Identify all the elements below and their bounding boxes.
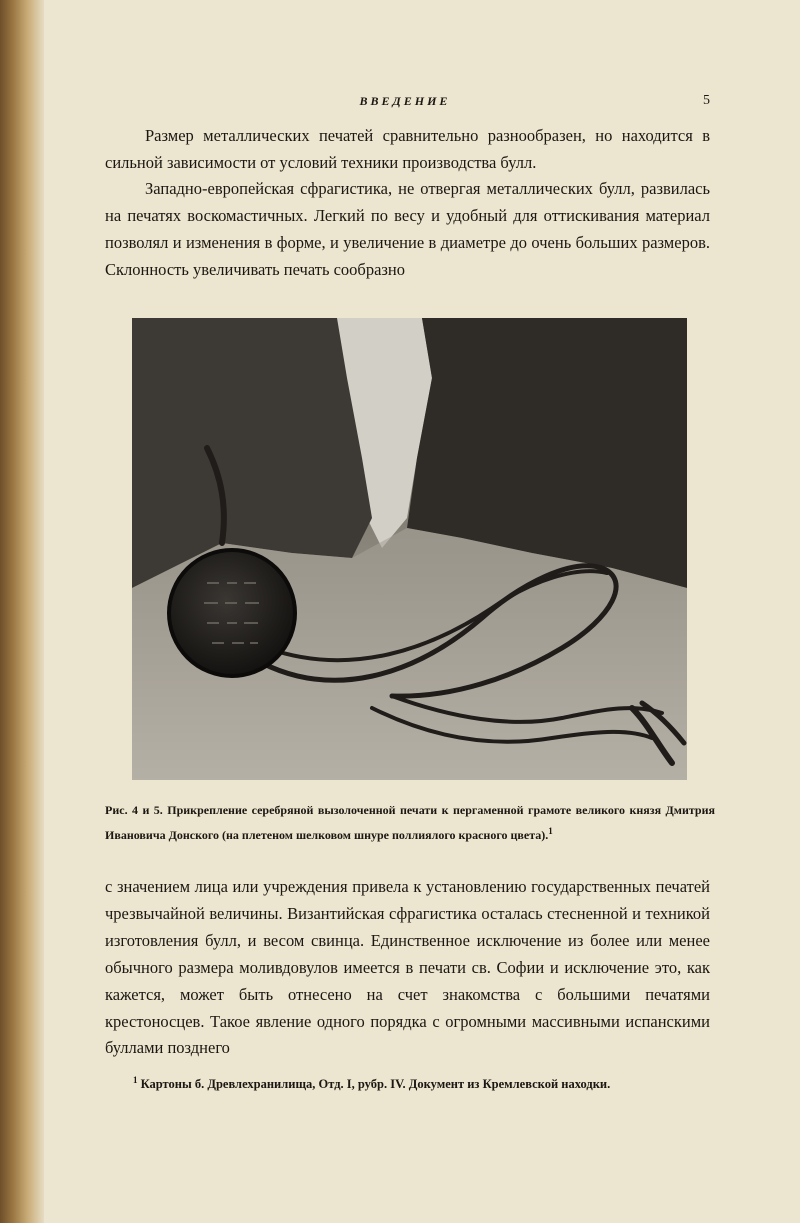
book-binding-edge <box>0 0 44 1223</box>
body-text-top <box>105 123 710 283</box>
footnote-text: Картоны б. Древлехранилища, Отд. I, рубр. IV. Документ из Кремлевской находки. <box>140 1077 611 1092</box>
caption-footnote-ref: 1 <box>548 826 553 836</box>
page-number: 5 <box>703 93 710 108</box>
body-text-bottom <box>105 874 710 1062</box>
running-header: ВВЕДЕНИЕ <box>359 94 451 108</box>
caption-text: Рис. 4 и 5. Прикрепление серебряной вызолоченной печати к пергаменной грамоте великого князя Дмитрия Ивановича Донского (на плетеном шелковом шнуре поллиялого красного цвета). <box>105 803 715 842</box>
figure-caption <box>105 800 715 846</box>
footnote <box>133 1075 713 1092</box>
paragraph: Западно-европейская сфрагистика, не отвергая металлических булл, развилась на печатях воскомастичных. Легкий по весу и удобный для оттискивания материал позволял и изменения в форме, и увеличение в диаметре до очень больших размеров. Склонность увеличивать печать сообразно <box>105 179 710 279</box>
paragraph: с значением лица или учреждения привела к установлению государственных печатей чрезвычайной величины. Византийская сфрагистика осталась стесненной и техникой изготовления булл, и весом свинца. Единственное исключение из более или менее обычного размера моливдовулов имеется в печати св. Софии и исключение это, как кажется, может быть отнесено на счет знакомства с большими печатями крестоносцев. Такое явление одного порядка с огромными массивными испанскими буллами позднего <box>105 877 710 1058</box>
paragraph: Размер металлических печатей сравнительно разнообразен, но находится в сильной зависимости от условий техники производства булл. <box>105 126 710 172</box>
footnote-marker: 1 <box>133 1075 138 1085</box>
seal-photograph <box>132 318 687 780</box>
